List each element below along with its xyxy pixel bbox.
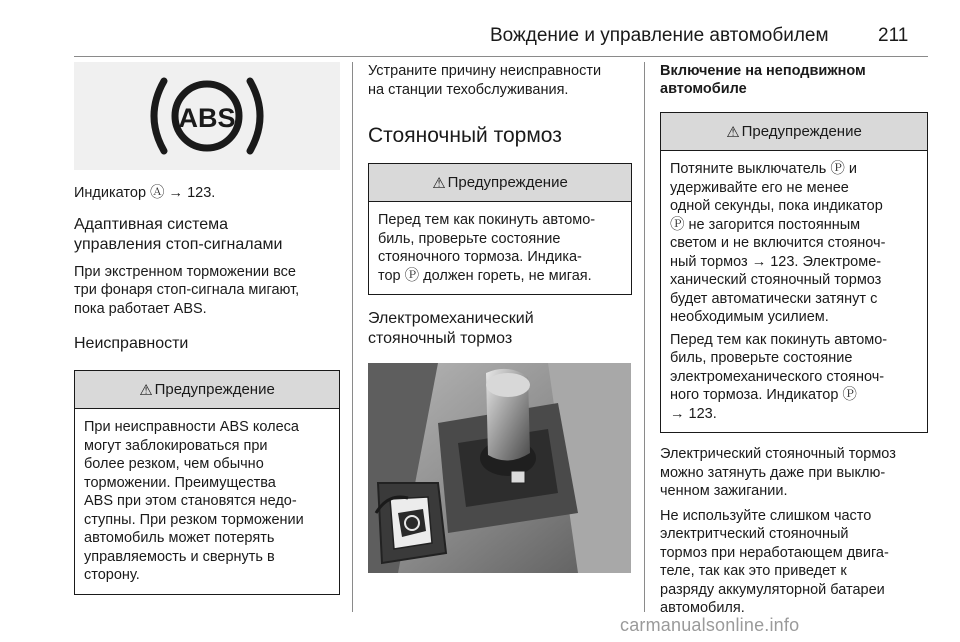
warning-body bbox=[661, 151, 927, 432]
abs-fault-warning-box bbox=[74, 370, 340, 595]
repair-note-paragraph: Устраните причину неисправности на станции техобслуживания. bbox=[368, 63, 602, 98]
page-number: 211 bbox=[878, 25, 909, 46]
warning-header: ⚠ Предупреждение bbox=[661, 113, 927, 151]
warning-header: ⚠ Предупреждение bbox=[369, 164, 631, 202]
warning-triangle-icon: ⚠ bbox=[432, 174, 446, 192]
abs-warning-icon bbox=[142, 71, 272, 161]
parking-brake-warning-box bbox=[368, 163, 632, 295]
warning-paragraph-2: Перед тем как покинуть автомо- биль, проверьте состояние электромеханического стояноч- ного тормоза. Индикатор Ⓟ → 123. bbox=[670, 331, 888, 422]
column-divider-2 bbox=[644, 62, 645, 612]
middle-column bbox=[368, 62, 632, 573]
right-column bbox=[660, 62, 928, 618]
watermark-text: carmanualsonline.info bbox=[620, 615, 800, 635]
abs-indicator-figure bbox=[74, 62, 340, 170]
parking-brake-switch-photo bbox=[368, 363, 631, 573]
abs-icon-label: ABS bbox=[178, 103, 236, 133]
column-divider-1 bbox=[352, 62, 353, 612]
warning-header: ⚠ Предупреждение bbox=[75, 371, 339, 409]
warning-triangle-icon: ⚠ bbox=[139, 381, 153, 399]
warning-body: При неисправности ABS колеса могут заблокироваться при более резком, чем обычно торможении. Преимущества ABS при этом становятся недо- ступны. При резком торможении автомобиль может потерять управляемость и свернуть в сторону. bbox=[84, 419, 304, 583]
ignition-off-paragraph: Электрический стояночный тормоз можно затянуть даже при выклю- ченном зажигании. bbox=[660, 446, 896, 499]
parking-brake-heading: Стояночный тормоз bbox=[368, 124, 562, 147]
stationary-activation-heading: Включение на неподвижном автомобиле bbox=[660, 63, 866, 97]
warning-body: Перед тем как покинуть автомо- биль, проверьте состояние стояночного тормоза. Индика- тор Ⓟ должен гореть, не мигая. bbox=[378, 212, 596, 284]
adaptive-brake-paragraph: При экстренном торможении все три фонаря стоп-сигнала мигают, пока работает ABS. bbox=[74, 263, 300, 317]
page-header-title: Вождение и управление автомобилем bbox=[490, 25, 829, 46]
console-illustration bbox=[368, 363, 631, 573]
left-column bbox=[74, 62, 340, 595]
abs-indicator-reference: Индикатор Ⓐ → 123. bbox=[74, 185, 216, 201]
electromechanical-brake-heading: Электромеханический стояночный тормоз bbox=[368, 310, 534, 347]
warning-paragraph-1: Потяните выключатель Ⓟ и удерживайте его не менее одной секунды, пока индикатор Ⓟ не загорится постоянным светом и не включится стояноч- ный тормоз → 123. Электроме- ханический стояночный тормоз будет автоматически затянут с необходимым усилием. bbox=[670, 161, 886, 325]
abs-adaptive-heading: Адаптивная система управления стоп-сигналами bbox=[74, 215, 283, 253]
faults-heading: Неисправности bbox=[74, 335, 189, 352]
activation-warning-box bbox=[660, 112, 928, 433]
warning-triangle-icon: ⚠ bbox=[726, 123, 740, 141]
header-divider bbox=[74, 56, 928, 57]
battery-caution-paragraph: Не используйте слишком часто электритческий стояночный тормоз при неработающем двига- теле, так как это приведет к разряду аккумуляторной батареи автомобиля. bbox=[660, 507, 889, 616]
